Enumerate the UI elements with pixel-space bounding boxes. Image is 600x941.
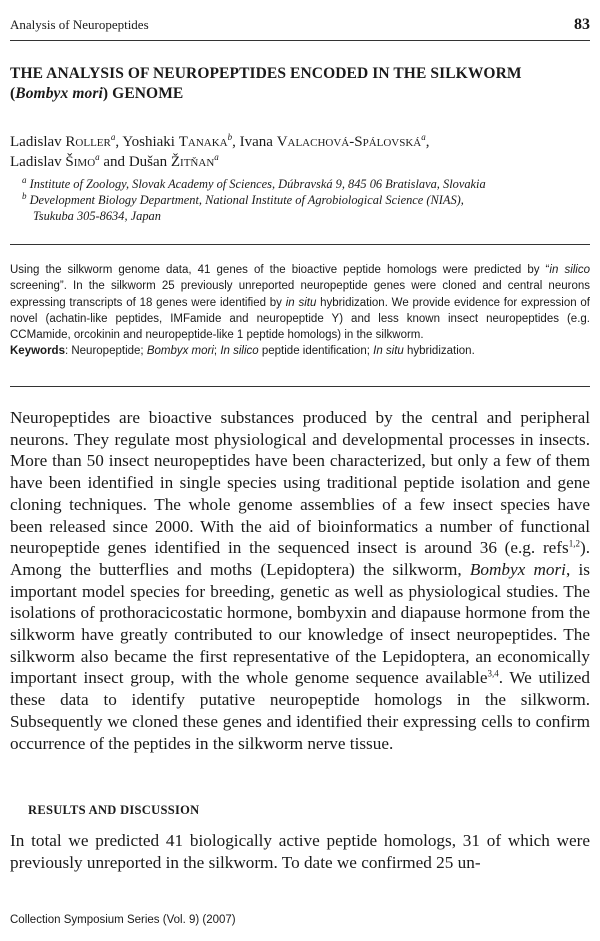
abstract-text: screening”. In the silkworm 25 previously unreported neuropeptide genes were cloned and central neurons expressing transcripts of 18 genes were identified by: [10, 280, 590, 309]
title-open-paren: (: [10, 85, 16, 102]
affiliation-mark: a: [22, 174, 27, 185]
body-text: . We utilized these data to identify putative neuropeptide homologs in the silkworm. Subsequently we cloned these genes and identified their expressing cells to confirm occurrence of the peptides in the silkworm nerve tissue.: [10, 668, 590, 753]
body-text: Neuropeptides are bioactive substances produced by the central and peripheral neurons. They regulate most physiological and developmental processes in insects. More than 50 insect neuropeptides have been characterized, but only a few of them have been identified in single species using traditional peptide isolation and gene cloning techniques. The whole genome assemblies of a few insect species have been released since 2000. With the aid of bioinformatics a number of functional neuropeptide genes identified in the sequenced insect is around 36 (e.g. refs: [10, 408, 590, 558]
abstract-text: Using the silkworm genome data, 41 genes of the bioactive peptide homologs were predicted by “: [10, 264, 550, 276]
abstract-italic: in situ: [285, 296, 317, 309]
citation-ref: 1,2: [568, 538, 580, 549]
author-separator: ,: [425, 134, 430, 150]
author-given-name: Ladislav: [10, 134, 66, 150]
section-heading: RESULTS AND DISCUSSION: [28, 803, 200, 817]
body-italic: Bombyx mori: [469, 559, 566, 579]
running-head: [10, 16, 590, 34]
keywords: [10, 343, 590, 359]
author-surname: Šimo: [65, 154, 96, 170]
author: [10, 134, 122, 150]
body-text: ). Among the butterflies and moths (Lepidoptera) the silkworm,: [10, 538, 590, 579]
citation-ref: 3,4: [487, 668, 499, 679]
author-affiliation-mark: a: [95, 152, 100, 162]
affiliation-list: [22, 176, 590, 224]
keyword-italic: In situ: [373, 345, 404, 358]
keyword-text: peptide identification;: [258, 345, 374, 358]
author-surname: Žitňan: [170, 154, 215, 170]
article-title: [10, 64, 590, 104]
author-separator: ,: [232, 134, 240, 150]
keyword-text: hybridization.: [403, 345, 475, 358]
author-given-name: Dušan: [128, 154, 171, 170]
author: [122, 134, 239, 150]
affiliation-text: Institute of Zoology, Slovak Academy of Sciences, Dúbravská 9, 845 06 Bratislava, Slovakia: [26, 177, 486, 191]
abstract-bottom-rule: [10, 386, 590, 387]
keyword-italic: In silico: [220, 345, 259, 358]
affiliation-item: [22, 176, 590, 192]
author: [129, 154, 219, 170]
author-list: [10, 132, 590, 172]
body-text: , is important model species for breeding, genetic as well as physiological studies. The isolations of prothoracicostatic hormone, bombyxin and diapause hormone from the silkworm have greatly contributed to our knowledge of insect neuropeptides. The silkworm also became the first representative of the Lepidoptera, an economically important insect group, with the whole genome sequence available: [10, 559, 590, 688]
header-rule: [10, 40, 590, 41]
keyword-italic: Bombyx mori: [146, 345, 214, 358]
author-given-name: Yoshiaki: [122, 134, 179, 150]
title-line-2: ) GENOME: [102, 85, 184, 102]
affiliation-mark: b: [22, 190, 27, 201]
title-line-1: THE ANALYSIS OF NEUROPEPTIDES ENCODED IN THE SILKWORM: [10, 65, 522, 82]
keywords-label: Keywords: [10, 345, 65, 358]
affiliation-text: Development Biology Department, National Institute of Agrobiological Science (NIAS),: [26, 193, 464, 207]
abstract-italic: in silico: [549, 264, 591, 276]
affiliation-item: [22, 192, 590, 208]
author-affiliation-mark: b: [227, 132, 233, 142]
page-number: 83: [574, 16, 590, 33]
author: [10, 154, 129, 170]
results-paragraph: In total we predicted 41 biologically active peptide homologs, 31 of which were previously unreported in the silkworm. To date we confirmed 25 un-: [10, 831, 590, 872]
author-affiliation-mark: a: [110, 132, 116, 142]
abstract-text: hybridization. We provide evidence for expression of novel (achatin-like peptides, IMFamide and neuropeptide Y) and less known insect neuropeptides (e.g. CCMamide, orcokinin and neuropeptide-like 1 peptide homologs) in the silkworm.: [10, 296, 590, 342]
keyword-text: : Neuropeptide;: [64, 345, 147, 358]
author-affiliation-mark: a: [214, 152, 219, 162]
author-surname: Roller: [65, 134, 111, 150]
introduction-paragraph: [10, 407, 590, 754]
author-given-name: Ivana: [239, 134, 277, 150]
author-surname: Tanaka: [178, 134, 228, 150]
abstract-top-rule: [10, 244, 590, 245]
abstract: [10, 262, 590, 360]
running-head-title: Analysis of Neuropeptides: [10, 17, 149, 32]
keyword-text: ;: [213, 345, 221, 358]
author-given-name: Ladislav: [10, 154, 66, 170]
title-species: Bombyx mori: [15, 85, 103, 102]
author-surname: Valachová-Spálovská: [276, 134, 422, 150]
author-separator: ,: [115, 134, 123, 150]
author: [240, 134, 430, 150]
author-affiliation-mark: a: [421, 132, 426, 142]
affiliation-continuation: Tsukuba 305-8634, Japan: [33, 209, 161, 223]
author-separator: and: [99, 154, 129, 170]
footer: Collection Symposium Series (Vol. 9) (2007): [10, 914, 236, 926]
